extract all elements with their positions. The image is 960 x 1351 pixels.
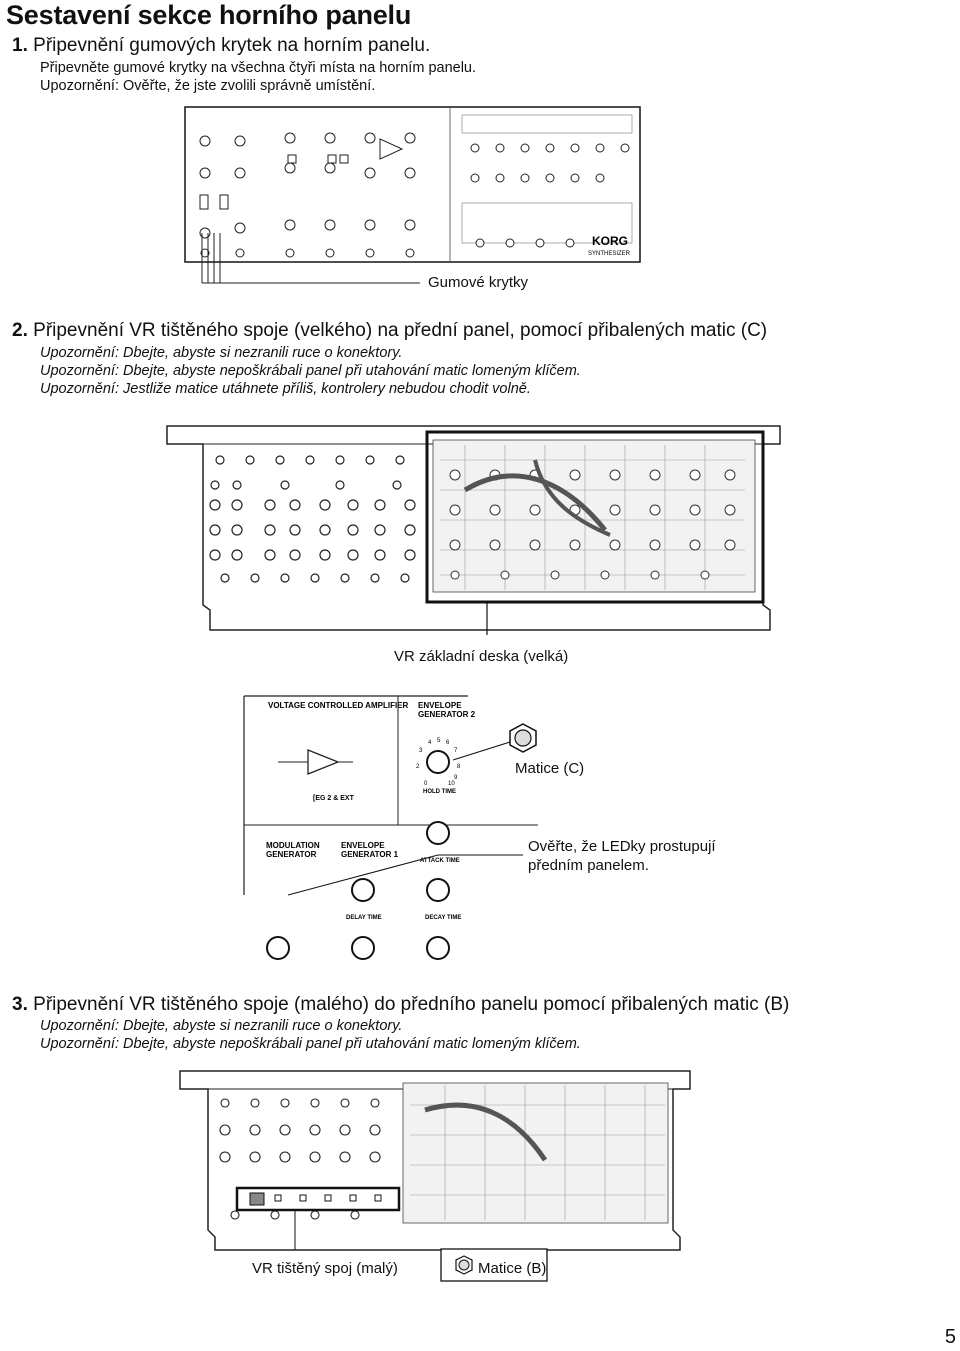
- step2-heading-text: Připevnění VR tištěného spoje (velkého) na přední panel, pomocí přibalených matic (C): [33, 320, 768, 341]
- step1-number: 1.: [12, 35, 28, 56]
- eg1-label-b: GENERATOR 1: [341, 850, 399, 859]
- step2-note-3: Upozornění: Jestliže matice utáhnete příliš, kontrolery nebudou chodit volně.: [40, 381, 531, 397]
- tick-7: 7: [454, 748, 458, 754]
- step3-number: 3.: [12, 994, 28, 1015]
- mg-label-a: MODULATION: [266, 841, 320, 850]
- panel-brand: KORG: [592, 234, 628, 248]
- tick-10: 10: [448, 781, 455, 787]
- eg2-ext-label: [EG 2 & EXT: [313, 795, 354, 802]
- tick-8: 8: [457, 764, 461, 770]
- tick-6: 6: [446, 740, 450, 746]
- top-panel-illustration: [180, 103, 650, 293]
- tick-9: 9: [454, 775, 458, 781]
- led-note-line1: Ověřte, že LEDky prostupují: [528, 838, 716, 855]
- front-panel-detail: [238, 690, 538, 970]
- page-title: Sestavení sekce horního panelu: [6, 0, 412, 30]
- step1-line1: Připevněte gumové krytky na všechna čtyři místa na horním panelu.: [40, 60, 477, 76]
- nut-c-label: Matice (C): [515, 760, 585, 777]
- step3-note-1: Upozornění: Dbejte, abyste si nezranili ruce o konektory.: [40, 1018, 403, 1034]
- step2-note-2: Upozornění: Dbejte, abyste nepoškrábali panel při utahování matic lomeným klíčem.: [40, 363, 581, 379]
- rubber-caps-label: Gumové krytky: [428, 274, 529, 291]
- eg2-label-a: ENVELOPE: [418, 701, 462, 710]
- step3-heading-text: Připevnění VR tištěného spoje (malého) do předního panelu pomocí přibalených matic (B): [33, 994, 790, 1015]
- knob-label-hold-time: HOLD TIME: [423, 789, 456, 795]
- tick-3: 3: [419, 748, 423, 754]
- panel-product: SYNTHESIZER: [588, 251, 631, 257]
- step1-line2: Upozornění: Ověřte, že jste zvolili správně umístění.: [40, 78, 376, 94]
- mg-label-b: GENERATOR: [266, 850, 317, 859]
- tick-4: 4: [428, 740, 432, 746]
- nut-b-label: Matice (B): [478, 1260, 547, 1277]
- step1-heading: [12, 35, 430, 57]
- step3-note-2: Upozornění: Dbejte, abyste nepoškrábali panel při utahování matic lomeným klíčem.: [40, 1036, 581, 1052]
- large-board-illustration: [165, 420, 785, 640]
- tick-5: 5: [437, 738, 441, 744]
- step2-note-1: Upozornění: Dbejte, abyste si nezranili ruce o konektory.: [40, 345, 403, 361]
- step2-heading: [12, 320, 767, 342]
- small-board-illustration: [175, 1065, 695, 1265]
- large-board-label: VR základní deska (velká): [394, 648, 569, 665]
- eg2-label-b: GENERATOR 2: [418, 710, 476, 719]
- step2-number: 2.: [12, 320, 28, 341]
- small-board-label: VR tištěný spoj (malý): [252, 1260, 398, 1277]
- page-number: 5: [944, 1326, 956, 1348]
- step1-heading-text: Připevnění gumových krytek na horním panelu.: [33, 35, 431, 56]
- tick-0: 0: [424, 781, 428, 787]
- knob-label-delay-time: DELAY TIME: [346, 915, 382, 921]
- vca-label: VOLTAGE CONTROLLED AMPLIFIER: [268, 701, 409, 710]
- step3-heading: [12, 994, 789, 1016]
- tick-2: 2: [416, 764, 420, 770]
- led-note-line2: předním panelem.: [528, 857, 649, 874]
- knob-label-attack-time: ATTACK TIME: [420, 858, 460, 864]
- eg1-label-a: ENVELOPE: [341, 841, 385, 850]
- knob-label-decay-time: DECAY TIME: [425, 915, 462, 921]
